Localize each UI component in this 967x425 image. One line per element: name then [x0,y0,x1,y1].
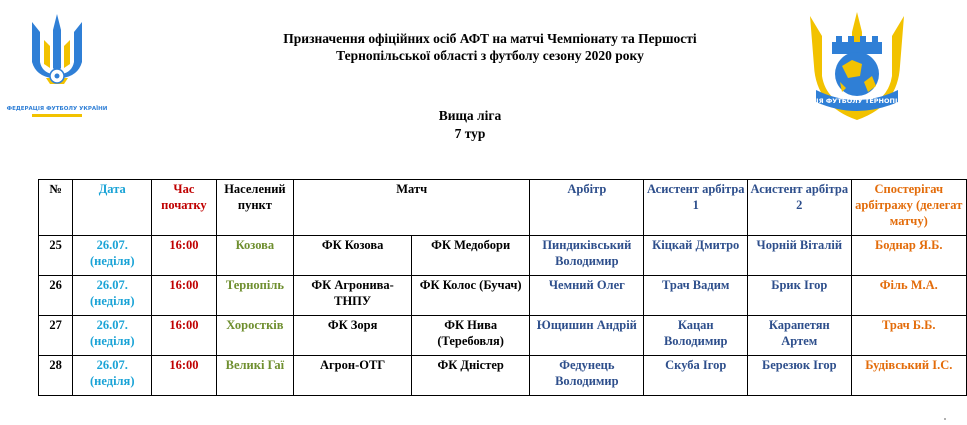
home-team: Агрон-ОТГ [294,356,412,396]
table-row [39,236,967,276]
home-team: ФК Зоря [294,316,412,356]
title-line-2: Тернопільської області з футболу сезону 2020 року [336,48,644,63]
referee: Пиндиківський Володимир [530,236,644,276]
referee: Ющишин Андрій [530,316,644,356]
match-time: 16:00 [152,356,216,396]
header-time: Час початку [152,180,216,236]
header-observer: Спостерігач арбітражу (делегат матчу) [851,180,966,236]
ffu-logo [6,10,108,122]
assistant-1: Кіцкай Дмитро [644,236,748,276]
match-date: 26.07. (неділя) [73,356,152,396]
assistant-2: Карапетян Артем [748,316,852,356]
table-row [39,356,967,396]
table-row [39,276,967,316]
match-place: Великі Гаї [216,356,294,396]
assistant-2: Чорній Віталій [748,236,852,276]
observer: Трач Б.Б. [851,316,966,356]
assistant-2: Брик Ігор [748,276,852,316]
match-place: Тернопіль [216,276,294,316]
away-team: ФК Нива (Теребовля) [412,316,530,356]
table-header-row [39,180,967,236]
header-referee: Арбітр [530,180,644,236]
match-time: 16:00 [152,236,216,276]
observer: Філь М.А. [851,276,966,316]
assistant-1: Кацан Володимир [644,316,748,356]
page-mark [944,418,946,420]
match-place: Хоростків [216,316,294,356]
assistant-1: Трач Вадим [644,276,748,316]
assistant-2: Березюк Ігор [748,356,852,396]
home-team: ФК Агронива-ТНПУ [294,276,412,316]
observer: Будівський І.С. [851,356,966,396]
match-date: 26.07. (неділя) [73,316,152,356]
aft-logo-text: АСОЦІАЦІЯ ФУТБОЛУ ТЕРНОПІЛЬЩИНИ [781,97,933,105]
ffu-logo-text: ФЕДЕРАЦІЯ ФУТБОЛУ УКРАЇНИ [6,106,108,112]
away-team: ФК Дністер [412,356,530,396]
header-assistant-1: Асистент арбітра 1 [644,180,748,236]
header-match: Матч [294,180,530,236]
header-num: № [39,180,73,236]
table-row [39,316,967,356]
header-place: Населений пункт [216,180,294,236]
header-assistant-2: Асистент арбітра 2 [748,180,852,236]
match-num: 26 [39,276,73,316]
page-title [180,30,800,64]
match-num: 28 [39,356,73,396]
observer: Боднар Я.Б. [851,236,966,276]
aft-logo [781,6,933,126]
home-team: ФК Козова [294,236,412,276]
league-name: Вища ліга [438,108,502,123]
assistant-1: Скуба Ігор [644,356,748,396]
appointments-table [38,179,967,396]
match-place: Козова [216,236,294,276]
away-team: ФК Колос (Бучач) [412,276,530,316]
match-date: 26.07. (неділя) [73,236,152,276]
round-label: 7 тур [454,126,486,141]
match-num: 27 [39,316,73,356]
title-line-1: Призначення офіційних осіб АФТ на матчі Чемпіонату та Першості [283,31,697,46]
referee: Федунець Володимир [530,356,644,396]
match-date: 26.07. (неділя) [73,276,152,316]
match-num: 25 [39,236,73,276]
referee: Чемний Олег [530,276,644,316]
away-team: ФК Медобори [412,236,530,276]
header-date: Дата [73,180,152,236]
match-time: 16:00 [152,316,216,356]
match-time: 16:00 [152,276,216,316]
league-heading [300,107,640,143]
